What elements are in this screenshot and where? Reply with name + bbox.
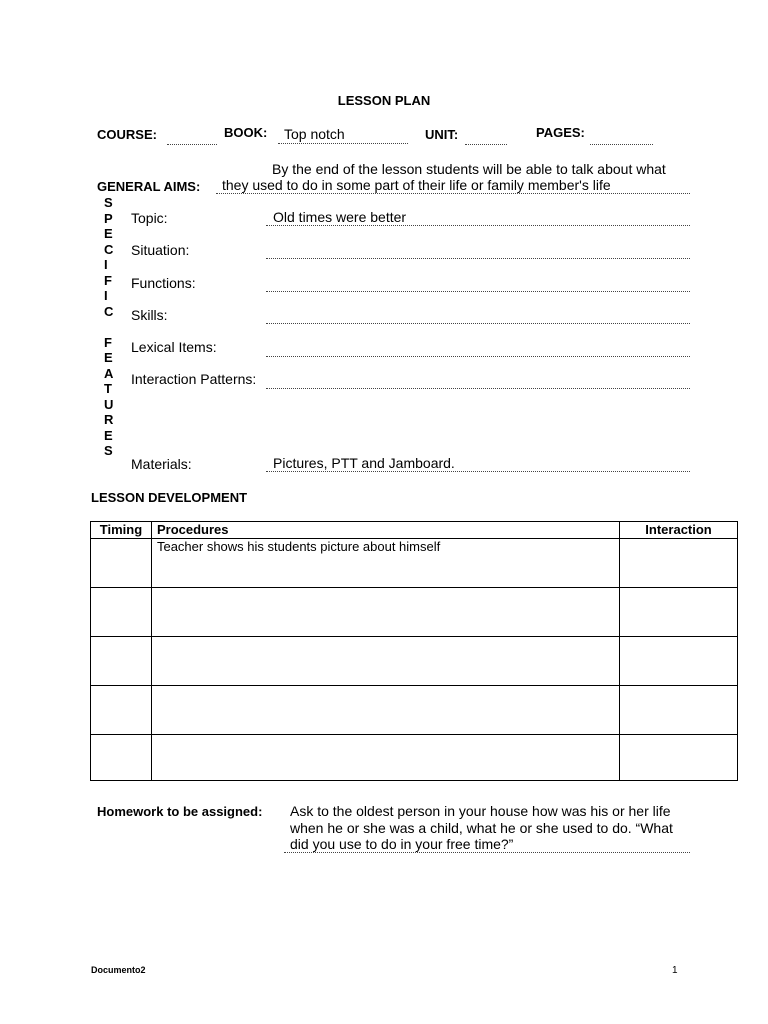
skills-field[interactable] [266,306,690,324]
lexical-items-label: Lexical Items: [131,339,217,355]
timing-cell[interactable] [91,539,152,588]
procedures-column-header: Procedures [151,522,619,539]
table-row [91,735,738,781]
homework-line1: Ask to the oldest person in your house how was his or her life [290,803,671,819]
timing-cell[interactable] [91,735,152,781]
book-field[interactable]: Top notch [278,126,408,144]
interaction-patterns-label: Interaction Patterns: [131,371,257,387]
timing-cell[interactable] [91,637,152,686]
lesson-development-table [90,521,738,781]
procedures-cell[interactable] [151,735,619,781]
course-field[interactable] [167,127,217,145]
procedures-cell[interactable]: Teacher shows his students picture about himself [151,539,619,588]
interaction-cell[interactable] [620,539,738,588]
specific-features-vertical-label: S P E C I F I C F E A T U R E S [104,195,114,458]
footer-document-name: Documento2 [91,965,146,975]
table-row [91,539,738,588]
timing-cell[interactable] [91,686,152,735]
interaction-cell[interactable] [620,686,738,735]
table-row [91,686,738,735]
procedures-cell[interactable] [151,588,619,637]
functions-label: Functions: [131,275,196,291]
functions-field[interactable] [266,274,690,292]
pages-field[interactable] [590,127,653,145]
page-title: LESSON PLAN [337,93,431,108]
topic-label: Topic: [131,210,168,226]
interaction-cell[interactable] [620,735,738,781]
interaction-cell[interactable] [620,637,738,686]
materials-field[interactable]: Pictures, PTT and Jamboard. [266,455,690,472]
unit-field[interactable] [465,127,507,145]
procedures-cell[interactable] [151,686,619,735]
interaction-cell[interactable] [620,588,738,637]
materials-label: Materials: [131,456,192,472]
lexical-items-field[interactable] [266,339,690,357]
table-row [91,637,738,686]
topic-field[interactable]: Old times were better [266,209,690,226]
skills-label: Skills: [131,307,168,323]
homework-line2: when he or she was a child, what he or she used to do. “What [290,820,673,836]
timing-column-header: Timing [91,522,152,539]
timing-cell[interactable] [91,588,152,637]
interaction-column-header: Interaction [620,522,738,539]
course-label: COURSE: [97,127,157,142]
pages-label: PAGES: [536,125,585,140]
footer-page-number: 1 [672,965,678,976]
lesson-development-heading: LESSON DEVELOPMENT [91,490,248,505]
interaction-patterns-field[interactable] [266,371,690,389]
homework-line3[interactable]: did you use to do in your free time?” [284,836,690,853]
table-header-row [91,522,738,539]
situation-field[interactable] [266,241,690,259]
general-aims-line2[interactable]: they used to do in some part of their life or family member's life [216,177,690,194]
table-row [91,588,738,637]
general-aims-label: GENERAL AIMS: [97,179,201,194]
general-aims-line1: By the end of the lesson students will be able to talk about what [272,161,666,177]
unit-label: UNIT: [425,127,459,142]
book-label: BOOK: [224,125,268,140]
homework-label: Homework to be assigned: [97,804,263,819]
procedures-cell[interactable] [151,637,619,686]
situation-label: Situation: [131,242,190,258]
